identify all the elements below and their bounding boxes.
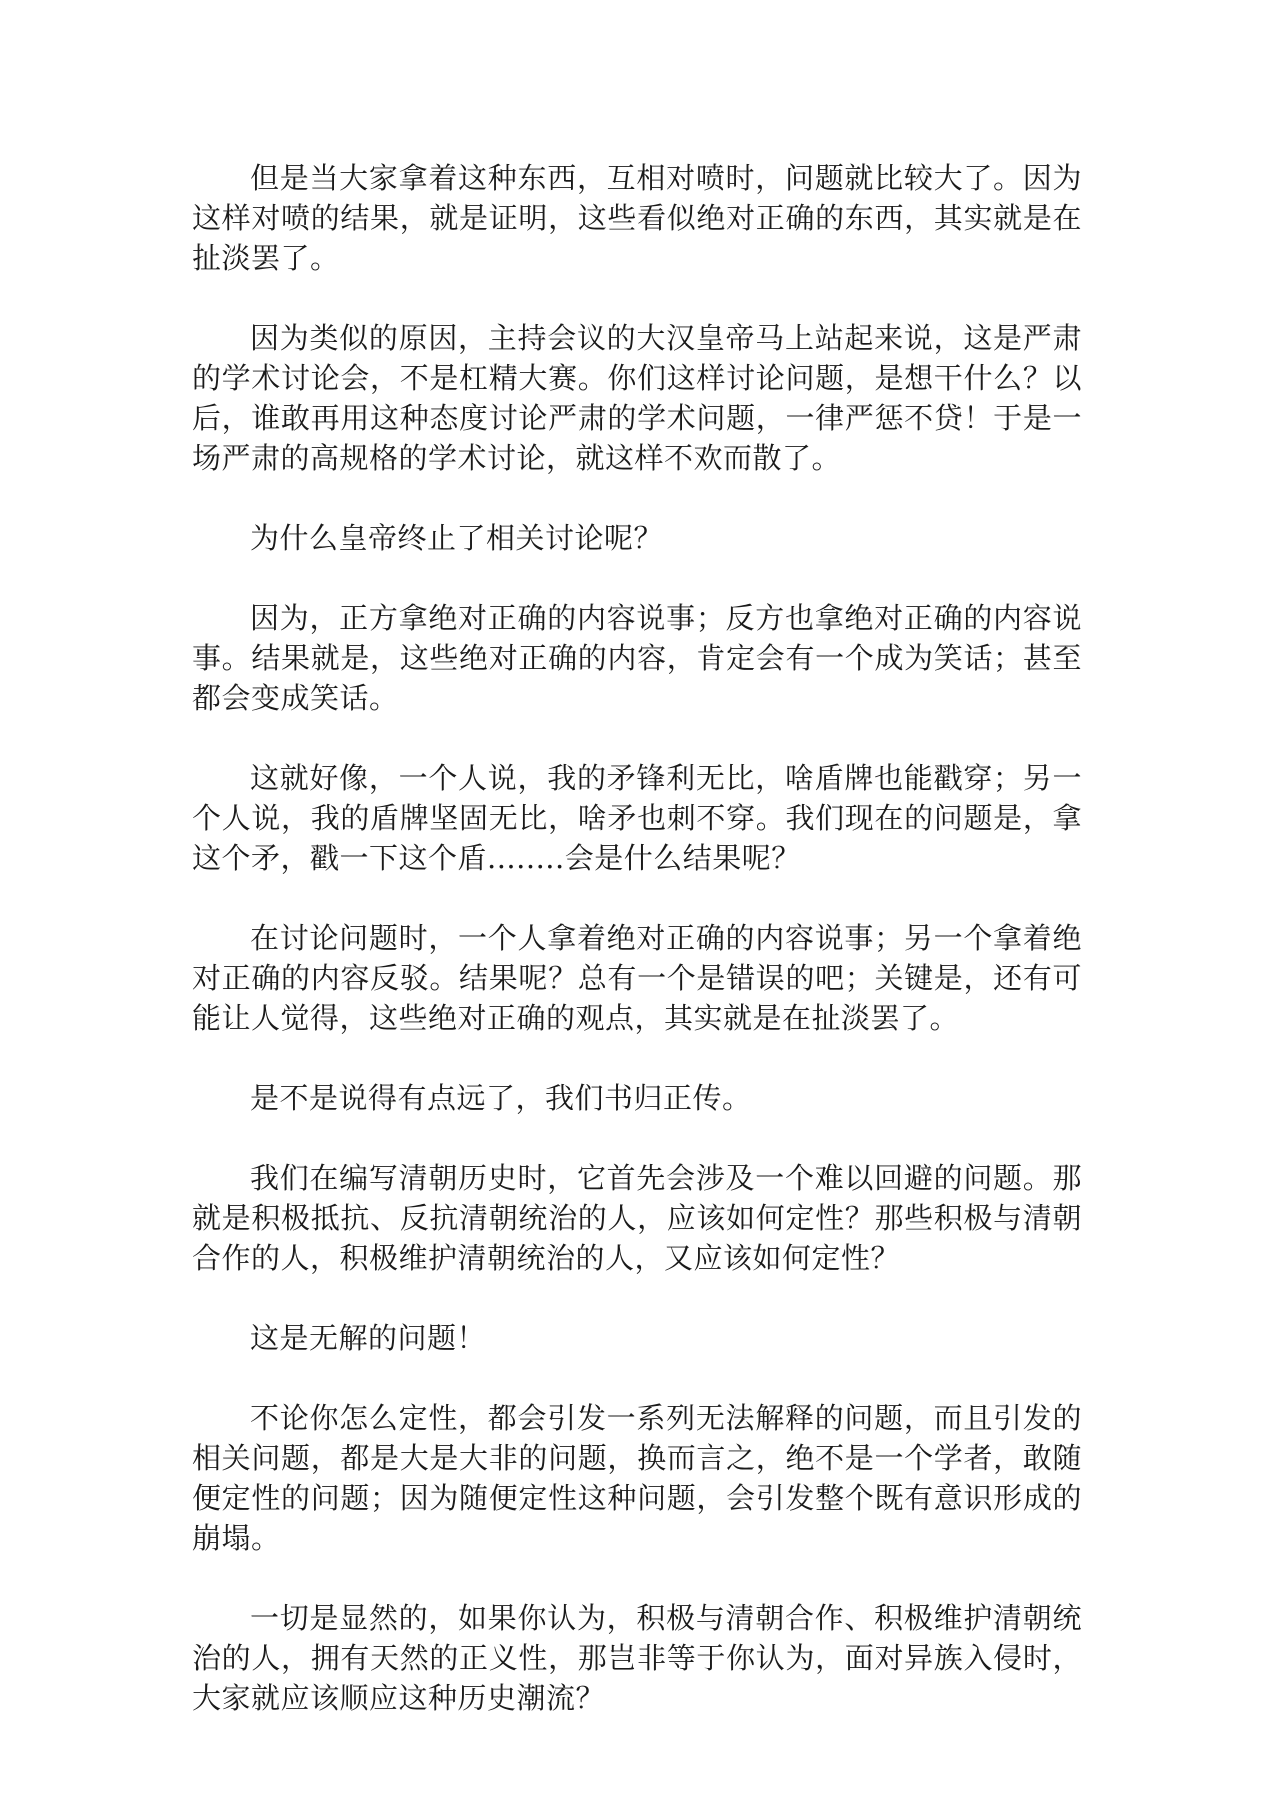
paragraph: 一切是显然的，如果你认为，积极与清朝合作、积极维护清朝统治的人，拥有天然的正义性，那岂非等于你认为，面对异族入侵时，大家就应该顺应这种历史潮流？ (192, 1601, 1082, 1715)
paragraph: 这是无解的问题！ (250, 1321, 487, 1355)
paragraph: 这就好像，一个人说，我的矛锋利无比，啥盾牌也能戳穿；另一个人说，我的盾牌坚固无比，啥矛也刺不穿。我们现在的问题是，拿这个矛，戳一下这个盾........会是什么结果呢？ (192, 761, 1082, 875)
paragraph: 因为，正方拿绝对正确的内容说事；反方也拿绝对正确的内容说事。结果就是，这些绝对正确的内容，肯定会有一个成为笑话；甚至都会变成笑话。 (192, 601, 1082, 715)
paragraph: 是不是说得有点远了，我们书归正传。 (250, 1081, 752, 1115)
paragraph: 我们在编写清朝历史时，它首先会涉及一个难以回避的问题。那就是积极抵抗、反抗清朝统治的人，应该如何定性？那些积极与清朝合作的人，积极维护清朝统治的人，又应该如何定性？ (192, 1161, 1082, 1275)
document-body (192, 158, 1082, 1758)
paragraph: 为什么皇帝终止了相关讨论呢？ (250, 521, 664, 555)
paragraph: 在讨论问题时，一个人拿着绝对正确的内容说事；另一个拿着绝对正确的内容反驳。结果呢？总有一个是错误的吧；关键是，还有可能让人觉得，这些绝对正确的观点，其实就是在扯淡罢了。 (192, 921, 1082, 1035)
paragraph: 不论你怎么定性，都会引发一系列无法解释的问题，而且引发的相关问题，都是大是大非的问题，换而言之，绝不是一个学者，敢随便定性的问题；因为随便定性这种问题，会引发整个既有意识形成的崩塌。 (192, 1401, 1082, 1555)
paragraph: 因为类似的原因，主持会议的大汉皇帝马上站起来说，这是严肃的学术讨论会，不是杠精大赛。你们这样讨论问题，是想干什么？以后，谁敢再用这种态度讨论严肃的学术问题，一律严惩不贷！于是一场严肃的高规格的学术讨论，就这样不欢而散了。 (192, 321, 1082, 475)
paragraph: 但是当大家拿着这种东西，互相对喷时，问题就比较大了。因为这样对喷的结果，就是证明，这些看似绝对正确的东西，其实就是在扯淡罢了。 (192, 161, 1082, 275)
